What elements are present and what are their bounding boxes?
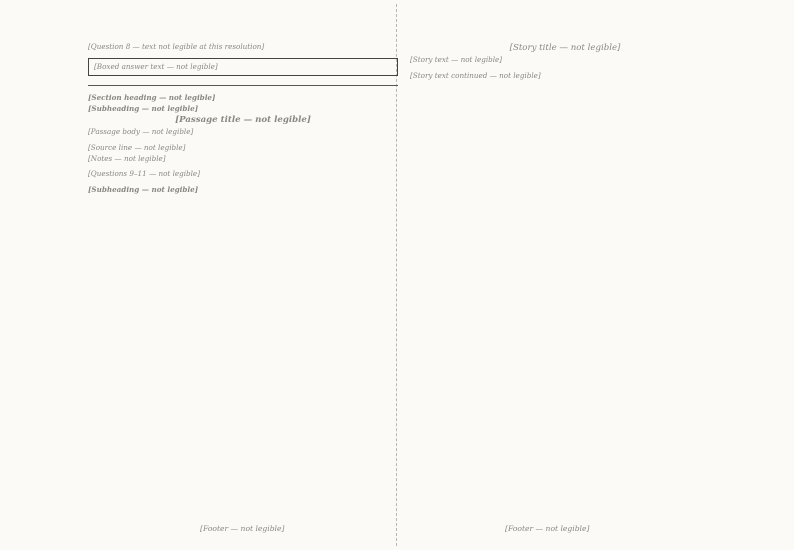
story-line: [Story text continued — not legible] [410,70,541,80]
passage-source: [Source line — not legible] [88,142,186,152]
question-8-line: [Question 8 — text not legible at this resolution] [88,42,265,51]
subsection-title: [Subheading — not legible] [88,103,199,113]
left-page [88,42,398,522]
story-line: [Story text — not legible] [410,55,503,64]
next-subsection-title: [Subheading — not legible] [88,184,199,194]
passage-line: [Passage body — not legible] [88,127,194,137]
questions-9-11 [88,169,398,180]
section-title: [Section heading — not legible] [88,93,216,103]
question-8 [88,42,398,53]
essay-box-line: [Boxed answer text — not legible] [94,61,218,71]
story-part-1 [410,55,720,66]
passage-title: [Passage title — not legible] [175,115,311,126]
left-footer [200,524,299,533]
note-line: [Notes — not legible] [88,153,166,163]
passage-body [88,127,398,138]
footer-subject: [Footer — not legible] [200,524,285,533]
story-title: [Story title — not legible] [509,43,621,53]
story-part-2 [410,71,720,82]
essay-box [88,58,398,77]
footer-subject: [Footer — not legible] [505,524,590,533]
question-line: [Questions 9–11 — not legible] [88,169,200,179]
right-page [410,42,720,522]
right-footer [505,524,604,533]
answer-line [88,85,398,86]
notes [88,154,398,165]
